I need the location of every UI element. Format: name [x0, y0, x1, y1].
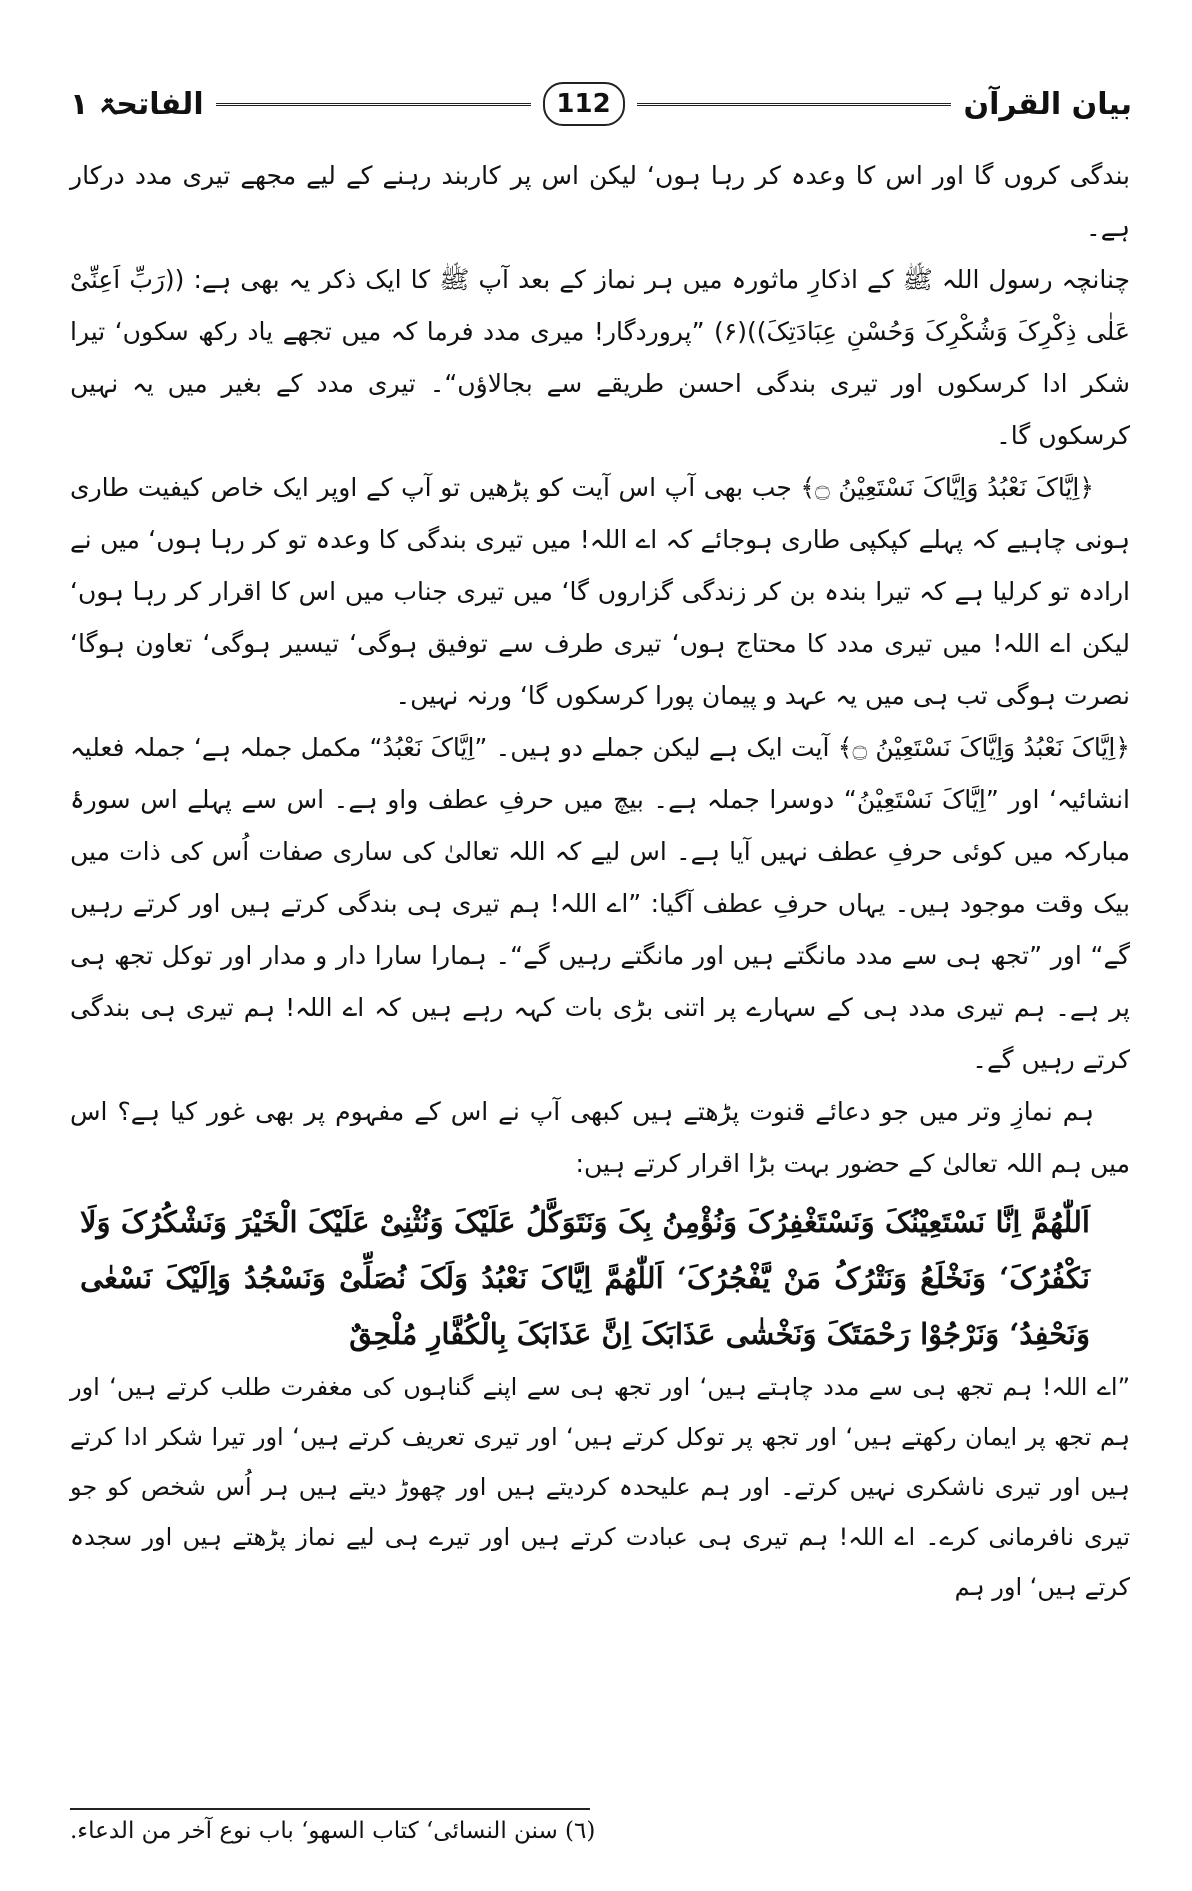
footnote: (٦) سنن النسائی‘ کتاب السھو‘ باب نوع آخر من الدعاء. [70, 1818, 596, 1844]
paragraph: چنانچہ رسول اللہ ﷺ کے اذکارِ ماثورہ میں ہر نماز کے بعد آپ ﷺ کا ایک ذکر یہ بھی ہے: ((رَبِّ اَعِنِّیْ عَلٰی ذِکْرِکَ وَشُکْرِکَ وَحُسْنِ عِبَادَتِکَ))(۶) ”پروردگار! میری مدد فرما کہ میں تجھے یاد رکھ سکوں‘ تیرا شکر ادا کرسکوں اور تیری بندگی احسن طریقے سے بجالاؤں“۔ تیری مدد کے بغیر میں یہ نہیں کرسکوں گا۔ [70, 265, 1130, 450]
header-rule [637, 103, 952, 106]
page-number: 112 [543, 82, 625, 126]
paragraph: ﴿اِیَّاکَ نَعْبُدُ وَاِیَّاکَ نَسْتَعِیْنُ ۝﴾ آیت ایک ہے لیکن جملے دو ہیں۔ ”اِیَّاکَ نَعْبُدُ“ مکمل جملہ ہے‘ جملہ فعلیہ انشائیہ‘ اور ”اِیَّاکَ نَسْتَعِیْنُ“ دوسرا جملہ ہے۔ بیچ میں حرفِ عطف واو ہے۔ اس سے پہلے اس سورۂ مبارکہ میں کوئی حرفِ عطف نہیں آیا ہے۔ اس لیے کہ اللہ تعالیٰ کی ساری صفات اُس کی ذات میں بیک وقت موجود ہیں۔ یہاں حرفِ عطف آگیا: ”اے اللہ! ہم تیری ہی بندگی کرتے ہیں اور کرتے رہیں گے“ اور ”تجھ ہی سے مدد مانگتے ہیں اور مانگتے رہیں گے“۔ ہمارا سارا دار و مدار اور توکل تجھ ہی پر ہے۔ ہم تیری مدد ہی کے سہارے پر اتنی بڑی بات کہہ رہے ہیں کہ اے اللہ! ہم تیری ہی بندگی کرتے رہیں گے۔ [70, 733, 1130, 1074]
book-title: بیان القرآن [963, 86, 1132, 122]
footnote-rule [70, 1808, 590, 1810]
running-header [70, 82, 1132, 126]
paragraph: بندگی کروں گا اور اس کا وعدہ کر رہا ہوں‘ لیکن اس پر کاربند رہنے کے لیے مجھے تیری مدد درکار ہے۔ [70, 161, 1130, 242]
surah-title: الفاتحۃ ۱ [69, 86, 204, 122]
paragraph: ہم نمازِ وتر میں جو دعائے قنوت پڑھتے ہیں کبھی آپ نے اس کے مفہوم پر بھی غور کیا ہے؟ اس میں ہم اللہ تعالیٰ کے حضور بہت بڑا اقرار کرتے ہیں: [70, 1097, 1130, 1178]
header-rule [216, 103, 531, 106]
main-text [70, 150, 1130, 1612]
paragraph: ﴿اِیَّاکَ نَعْبُدُ وَاِیَّاکَ نَسْتَعِیْنُ ۝﴾ جب بھی آپ اس آیت کو پڑھیں تو آپ کے اوپر ایک خاص کیفیت طاری ہونی چاہیے کہ پہلے کپکپی طاری ہوجائے کہ اے اللہ! میں تیری بندگی کا وعدہ تو کر رہا ہوں‘ میں نے ارادہ تو کرلیا ہے کہ تیرا بندہ بن کر زندگی گزاروں گا‘ میں تیری جناب میں اس کا اقرار کر رہا ہوں‘ لیکن اے اللہ! میں تیری مدد کا محتاج ہوں‘ تیری طرف سے توفیق ہوگی‘ تیسیر ہوگی‘ تعاون ہوگا‘ نصرت ہوگی تب ہی میں یہ عہد و پیمان پورا کرسکوں گا‘ ورنہ نہیں۔ [70, 473, 1130, 710]
dua-translation: ”اے اللہ! ہم تجھ ہی سے مدد چاہتے ہیں‘ اور تجھ ہی سے اپنے گناہوں کی مغفرت طلب کرتے ہیں‘ اور ہم تجھ پر ایمان رکھتے ہیں‘ اور تجھ پر توکل کرتے ہیں‘ اور تیری تعریف کرتے ہیں‘ اور تیرا شکر ادا کرتے ہیں اور تیری ناشکری نہیں کرتے۔ اور ہم علیحدہ کردیتے ہیں اور چھوڑ دیتے ہیں ہر اُس شخص کو جو تیری نافرمانی کرے۔ اے اللہ! ہم تیری ہی عبادت کرتے ہیں اور تیرے ہی لیے نماز پڑھتے ہیں اور سجدہ کرتے ہیں‘ اور ہم [70, 1373, 1131, 1601]
qunoot-dua: اَللّٰھُمَّ اِنَّا نَسْتَعِیْنُکَ وَنَسْتَغْفِرُکَ وَنُؤْمِنُ بِکَ وَنَتَوَکَّلُ عَلَیْکَ وَنُثْنِیْ عَلَیْکَ الْخَیْرَ وَنَشْکُرُکَ وَلَا نَکْفُرُکَ‘ وَنَخْلَعُ وَنَتْرُکُ مَنْ یَّفْجُرُکَ‘ اَللّٰھُمَّ اِیَّاکَ نَعْبُدُ وَلَکَ نُصَلِّیْ وَنَسْجُدُ وَاِلَیْکَ نَسْعٰی وَنَحْفِدُ‘ وَنَرْجُوْا رَحْمَتَکَ وَنَخْشٰی عَذَابَکَ اِنَّ عَذَابَکَ بِالْکُفَّارِ مُلْحِقٌ [80, 1205, 1090, 1351]
